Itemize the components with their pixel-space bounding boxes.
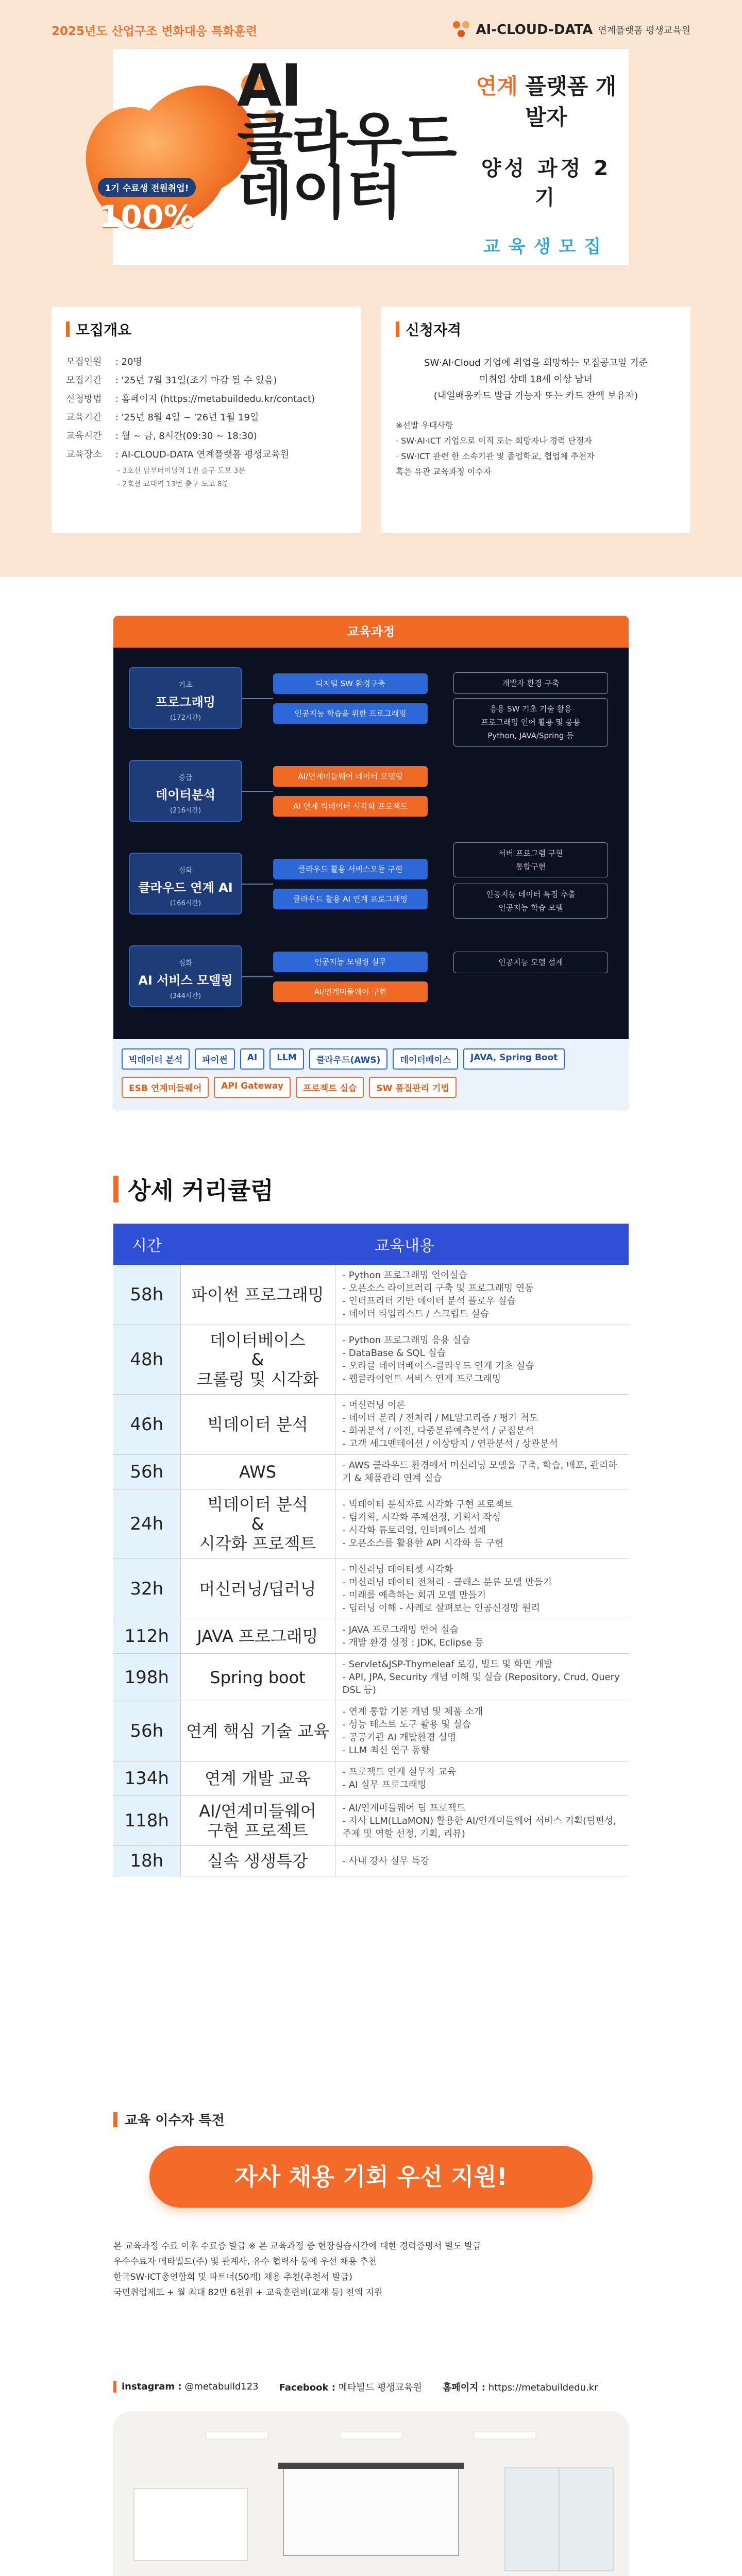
detail-title: 상세 커리큘럼	[113, 1172, 274, 1206]
table-row	[113, 1796, 629, 1846]
row-hours: 134h	[113, 1761, 180, 1796]
recruit-note: - 3호선 남부터미널역 1번 출구 도보 3분	[117, 467, 245, 475]
row-subject: 빅데이터 분석	[180, 1395, 335, 1455]
recruit-value: '25년 8월 4일 ~ '26년 1월 19일	[121, 412, 259, 423]
stage-intermediate	[129, 760, 242, 822]
stage-level: 심화	[178, 959, 193, 968]
hero-highlight: 연계	[476, 74, 518, 99]
benefit-line: 우수수료자 메타빌드(주) 및 관계사, 유수 협력사 등에 우선 채용 추천	[113, 2257, 377, 2267]
qualify-title: 신청자격	[396, 319, 676, 340]
row-subject: 연계 개발 교육	[180, 1761, 335, 1796]
row-description-line: - 회귀분석 / 이진, 다중분류예측분석 / 군집분석	[343, 1425, 622, 1437]
recruit-row: 교육기간 : '25년 8월 4일 ~ '26년 1월 19일	[66, 409, 346, 427]
stage-basic	[129, 667, 242, 729]
benefits-text	[113, 2239, 629, 2300]
brand-sub: 연계플랫폼 평생교육원	[598, 25, 690, 36]
stage-hours: (166시간)	[170, 900, 201, 907]
row-hours: 48h	[113, 1325, 180, 1395]
outcome-box	[453, 884, 608, 919]
row-subject: 머신러닝/딥러닝	[180, 1559, 335, 1619]
priority-title: ※선발 우대사항	[396, 420, 453, 430]
row-hours: 58h	[113, 1265, 180, 1325]
stage-hours: (216시간)	[170, 807, 201, 815]
row-subject: AI/연계미들웨어 구현 프로젝트	[180, 1796, 335, 1846]
recruit-value[interactable]: 홈페이지 (https://metabuildedu.kr/contact)	[121, 394, 315, 404]
recruit-value: '25년 7월 31일(조기 마감 될 수 있음)	[121, 375, 277, 386]
overview-title: 교육과정	[113, 616, 629, 648]
stage-level: 기초	[178, 681, 193, 689]
row-description-line: - AI 실무 프로그래밍	[343, 1778, 622, 1791]
stage-level: 중급	[178, 774, 193, 782]
recruit-key: 교육장소	[66, 449, 102, 460]
row-hours: 32h	[113, 1559, 180, 1619]
table-row	[113, 1395, 629, 1455]
row-description-line: - AI/연계미들웨어 팀 프로젝트	[343, 1802, 622, 1815]
row-description-line: - 팀기획, 시각화 주제선정, 기획서 작성	[343, 1511, 622, 1524]
row-description	[335, 1701, 629, 1761]
recruit-value: AI-CLOUD-DATA 연계플랫폼 평생교육원	[121, 449, 289, 460]
row-subject: 연계 핵심 기술 교육	[180, 1701, 335, 1761]
hero-subtitle-line1	[474, 70, 618, 131]
skill-tag: 프로젝트 실습	[296, 1077, 364, 1098]
stage-advanced-ai	[129, 945, 242, 1007]
row-description-line: - 오라클 데이터베이스-클라우드 연계 기초 실습	[343, 1360, 622, 1372]
recruit-rows	[66, 353, 346, 491]
row-subject: AWS	[180, 1455, 335, 1489]
row-description-line: - 자사 LLM(LLaMON) 활용한 AI/연계미들웨어 서비스 기획(팀편성, 주제 및 역할 선정, 기획, 리뷰)	[343, 1815, 622, 1840]
skill-tag: AI	[240, 1048, 264, 1070]
recruit-value: 월 ~ 금, 8시간(09:30 ~ 18:30)	[121, 431, 257, 442]
module-item: AI 연계 빅데이터 시각화 프로젝트	[273, 796, 428, 817]
qualify-box	[381, 307, 690, 533]
hero-subtitle-text: 플랫폼 개발자	[517, 74, 617, 130]
recruit-title: 모집개요	[66, 319, 346, 340]
row-subject: 데이터베이스 & 크롤링 및 시각화	[180, 1325, 335, 1395]
row-description-line: - 사내 강사 실무 특강	[343, 1855, 622, 1868]
row-description	[335, 1325, 629, 1395]
hero-card	[99, 49, 629, 265]
outcome-line: 인공지능 데이터 특징 추출	[486, 890, 576, 899]
table-row	[113, 1489, 629, 1559]
module-item: 클라우드 활용 서비스모듈 구현	[273, 859, 428, 879]
row-hours: 24h	[113, 1489, 180, 1559]
stage-title: 데이터분석	[156, 788, 215, 802]
row-description-line: - 성능 테스트 도구 활용 및 실습	[343, 1718, 622, 1731]
row-hours: 18h	[113, 1846, 180, 1876]
row-description-line: - 오픈소스 라이브러리 구축 및 프로그래밍 연동	[343, 1282, 622, 1295]
recruit-row: 교육장소 : AI-CLOUD-DATA 연계플랫폼 평생교육원	[66, 446, 346, 464]
module-item: AI/연계미들웨어 데이터 모델링	[273, 766, 428, 787]
stage-title: 프로그래밍	[156, 695, 215, 709]
benefit-line: 국민취업제도 + 월 최대 82만 6천원 + 교육훈련비(교재 등) 전액 지원	[113, 2287, 383, 2298]
skill-tag: JAVA, Spring Boot	[463, 1048, 565, 1070]
outcome-line: 통합구현	[516, 862, 546, 871]
outcome-box: 개발자 환경 구축	[453, 672, 608, 694]
benefits-title: 교육 이수자 특전	[113, 2110, 225, 2129]
outcome-line: 프로그래밍 언어 활용 및 응용	[481, 718, 581, 727]
row-description-line: - 인터프리터 기반 데이터 분석 플로우 실습	[343, 1295, 622, 1308]
classroom-illustration	[113, 2411, 629, 2576]
recruit-note: - 2호선 교대역 13번 출구 도보 8분	[117, 480, 229, 488]
priority-line: · SW·ICT 관련 한 소속기관 및 졸업학교, 협업체 추천자	[396, 451, 595, 461]
facebook-label: Facebook :	[279, 2382, 335, 2393]
table-row	[113, 1559, 629, 1619]
skill-tag: LLM	[269, 1048, 304, 1070]
homepage-link[interactable]	[443, 2380, 598, 2394]
row-hours: 198h	[113, 1654, 180, 1701]
skill-tag-row	[122, 1048, 620, 1070]
hero-topbar	[52, 20, 690, 40]
row-description-line: - 고객 세그멘테이션 / 이상탐지 / 연관분석 / 상관분석	[343, 1437, 622, 1450]
priority-line: · SW·AI·ICT 기업으로 이직 또는 희망자나 경력 단절자	[396, 436, 592, 446]
recruit-box	[52, 307, 361, 533]
row-description-line: - 연계 통합 기본 개념 및 제품 소개	[343, 1705, 622, 1718]
curriculum-table	[113, 1224, 629, 1876]
hero-title	[237, 53, 456, 227]
skill-tag: 데이터베이스	[393, 1048, 458, 1070]
row-description-line: - 공공기관 AI 개발환경 설명	[343, 1731, 622, 1744]
brand-name: AI-CLOUD-DATA	[476, 22, 593, 38]
stage-title: 클라우드 연계 AI	[138, 880, 233, 895]
module-item: 인공지능 학습을 위한 프로그래밍	[273, 703, 428, 724]
table-row	[113, 1325, 629, 1395]
module-item: 인공지능 모델링 실무	[273, 952, 428, 972]
row-subject: 빅데이터 분석 & 시각화 프로젝트	[180, 1489, 335, 1559]
brand-logo-icon	[453, 21, 470, 39]
row-description-line: - LLM 최신 연구 동향	[343, 1744, 622, 1757]
table-header	[113, 1224, 629, 1265]
row-hours: 56h	[113, 1455, 180, 1489]
module-item: AI/연계미들웨어 구현	[273, 981, 428, 1002]
row-description-line: - Python 프로그래밍 언어실습	[343, 1269, 622, 1282]
hero-subtitle	[474, 70, 618, 258]
outcome-line: 서버 프로그램 구현	[498, 849, 563, 858]
row-description-line: - 개발 환경 설정 : JDK, Eclipse 등	[343, 1636, 622, 1649]
outcome-box: 인공지능 모델 설계	[453, 952, 608, 973]
recruit-key: 모집기간	[66, 375, 102, 386]
hero-title-line: 클라우드	[237, 106, 456, 173]
stage-title: AI 서비스 모델링	[138, 973, 233, 988]
row-description-line: - 머신러닝 데이터셋 시각화	[343, 1563, 622, 1576]
row-description-line: - 미래를 예측하는 회귀 모델 만들기	[343, 1589, 622, 1602]
row-description-line: - 데이터 분리 / 전처리 / ML알고리즘 / 평가 척도	[343, 1412, 622, 1425]
info-section	[0, 289, 742, 577]
recruit-value: 20명	[121, 357, 142, 367]
row-description	[335, 1559, 629, 1619]
qualify-main	[396, 355, 676, 404]
row-description-line: - 프로젝트 연계 실무자 교육	[343, 1766, 622, 1778]
row-subject: Spring boot	[180, 1654, 335, 1701]
row-description-line: - JAVA 프로그래밍 언어 실습	[343, 1623, 622, 1636]
skill-tag: API Gateway	[214, 1077, 291, 1098]
table-row	[113, 1701, 629, 1761]
row-description-line: - 오픈소스를 활용한 API 시각화 등 구현	[343, 1537, 622, 1550]
row-description-line: - 웹클라이언트 서비스 연계 프로그래밍	[343, 1372, 622, 1385]
hiring-priority-button[interactable]: 자사 채용 기회 우선 지원!	[149, 2146, 593, 2208]
row-description-line: - 빅데이터 분석자료 시각화 구현 프로젝트	[343, 1498, 622, 1511]
col-content: 교육내용	[180, 1224, 629, 1265]
badge-pill: 1기 수료생 전원취업!	[98, 178, 196, 197]
module-item: 클라우드 활용 AI 연계 프로그래밍	[273, 889, 428, 909]
row-description	[335, 1796, 629, 1846]
benefit-line: 한국SW·ICT총연합회 및 파트너(50개) 채용 추천(추천서 발급)	[113, 2272, 352, 2282]
badge-percent: 100%	[99, 198, 195, 235]
stage-hours: (172시간)	[170, 714, 201, 722]
hero-title-line: AI	[237, 53, 301, 120]
qualify-line: SW·AI·Cloud 기업에 취업을 희망하는 모집공고일 기준	[424, 358, 648, 368]
brand-logo[interactable]	[453, 21, 690, 39]
outcome-box	[453, 842, 608, 877]
hero-subtitle-line3: 교육생모집	[483, 236, 610, 257]
recruit-key: 모집인원	[66, 357, 102, 367]
facebook-link[interactable]	[279, 2380, 422, 2394]
hero-title-line: 데이터	[237, 160, 401, 227]
stage-advanced-cloud	[129, 853, 242, 914]
row-hours: 46h	[113, 1395, 180, 1455]
table-row	[113, 1654, 629, 1701]
row-description-line: - 시각화 튜토리얼, 인터페이스 설계	[343, 1524, 622, 1537]
row-description-line: - API, JPA, Security 개념 이해 및 실습 (Repository, Crud, Query DSL 등)	[343, 1671, 622, 1697]
skill-tag: 파이썬	[195, 1048, 234, 1070]
row-hours: 56h	[113, 1701, 180, 1761]
skill-tag-row	[122, 1077, 620, 1098]
skill-tag: 클라우드(AWS)	[309, 1048, 388, 1070]
benefit-line: 본 교육과정 수료 이후 수료증 발급 ※ 본 교육과정 중 현장실습시간에 대한 경력증명서 별도 발급	[113, 2241, 481, 2251]
recruit-row: 신청방법 : 홈페이지 (https://metabuildedu.kr/contact)	[66, 390, 346, 409]
facebook-handle: 메타빌드 평생교육원	[338, 2382, 422, 2393]
program-label: 2025년도 산업구조 변화대응 특화훈련	[52, 24, 258, 38]
module-item: 디지털 SW 환경구축	[273, 673, 428, 694]
row-description	[335, 1265, 629, 1325]
recruit-key: 신청방법	[66, 394, 102, 404]
curriculum-overview	[113, 616, 629, 1110]
row-description	[335, 1395, 629, 1455]
table-row	[113, 1265, 629, 1325]
row-subject: JAVA 프로그래밍	[180, 1619, 335, 1654]
row-description-line: - DataBase & SQL 실습	[343, 1347, 622, 1360]
table-row	[113, 1846, 629, 1876]
row-description	[335, 1761, 629, 1796]
recruit-key: 교육시간	[66, 431, 102, 442]
recruit-row: 모집인원 : 20명	[66, 353, 346, 371]
homepage-url: https://metabuildedu.kr	[488, 2382, 598, 2393]
skill-tag: SW 품질관리 기법	[369, 1077, 456, 1098]
hero-subtitle-line2: 양성 과정 2기	[481, 157, 612, 210]
classroom-photo	[113, 2411, 629, 2576]
outcome-line: Python, JAVA/Spring 등	[487, 731, 574, 740]
table-row	[113, 1619, 629, 1654]
stage-level: 심화	[178, 867, 193, 875]
social-links	[113, 2380, 598, 2394]
row-description-line: - 머신러닝 이론	[343, 1399, 622, 1412]
row-description	[335, 1846, 629, 1876]
skill-tag: ESB 연계미들웨어	[122, 1077, 209, 1098]
qualify-line: (내일배움카드 발급 가능자 또는 카드 잔액 보유자)	[433, 391, 638, 401]
qualify-priority	[396, 418, 676, 480]
row-description	[335, 1489, 629, 1559]
row-description	[335, 1654, 629, 1701]
row-description	[335, 1619, 629, 1654]
recruit-key: 교육기간	[66, 412, 102, 423]
row-subject: 파이썬 프로그래밍	[180, 1265, 335, 1325]
skill-tag: 빅데이터 분석	[122, 1048, 190, 1070]
row-subject: 실속 생생특강	[180, 1846, 335, 1876]
row-description-line: - Python 프로그래밍 응용 실습	[343, 1334, 622, 1347]
table-row	[113, 1761, 629, 1796]
row-description-line: - 데이터 타입리스트 / 스크립트 실습	[343, 1308, 622, 1320]
row-description-line: - AWS 클라우드 환경에서 머신러닝 모델을 구축, 학습, 배포, 관리하기 & 체품관리 연계 실습	[343, 1459, 622, 1485]
row-description-line: - 딥러닝 이해 - 사례로 살펴보는 인공신경망 원리	[343, 1602, 622, 1615]
row-hours: 112h	[113, 1619, 180, 1654]
skill-tags	[113, 1039, 629, 1110]
qualify-line: 미취업 상태 18세 이상 남녀	[479, 374, 593, 385]
row-description	[335, 1455, 629, 1489]
priority-line: 혹은 유관 교육과정 이수자	[396, 467, 492, 477]
instagram-label: instagram :	[122, 2381, 182, 2392]
row-hours: 118h	[113, 1796, 180, 1846]
recruit-row: 모집기간 : '25년 7월 31일(조기 마감 될 수 있음)	[66, 371, 346, 390]
hero-section	[0, 0, 742, 289]
row-description-line: - 머신러닝 데이터 전처리 - 클래스 분류 모델 만들기	[343, 1576, 622, 1589]
employment-badge	[93, 165, 201, 247]
table-row	[113, 1455, 629, 1489]
instagram-link[interactable]	[113, 2381, 259, 2393]
outcome-line: 응용 SW 기초 기술 활용	[490, 704, 572, 714]
instagram-handle: @metabuild123	[184, 2381, 259, 2392]
row-description-line: - Servlet&JSP-Thymeleaf 로깅, 빌드 및 화면 개발	[343, 1658, 622, 1671]
stage-hours: (344시간)	[170, 992, 201, 1000]
outcome-box	[453, 698, 608, 747]
col-hours: 시간	[113, 1224, 180, 1265]
outcome-line: 인공지능 학습 모델	[498, 903, 563, 912]
recruit-row: 교육시간 : 월 ~ 금, 8시간(09:30 ~ 18:30)	[66, 427, 346, 446]
homepage-label: 홈페이지 :	[442, 2382, 485, 2393]
